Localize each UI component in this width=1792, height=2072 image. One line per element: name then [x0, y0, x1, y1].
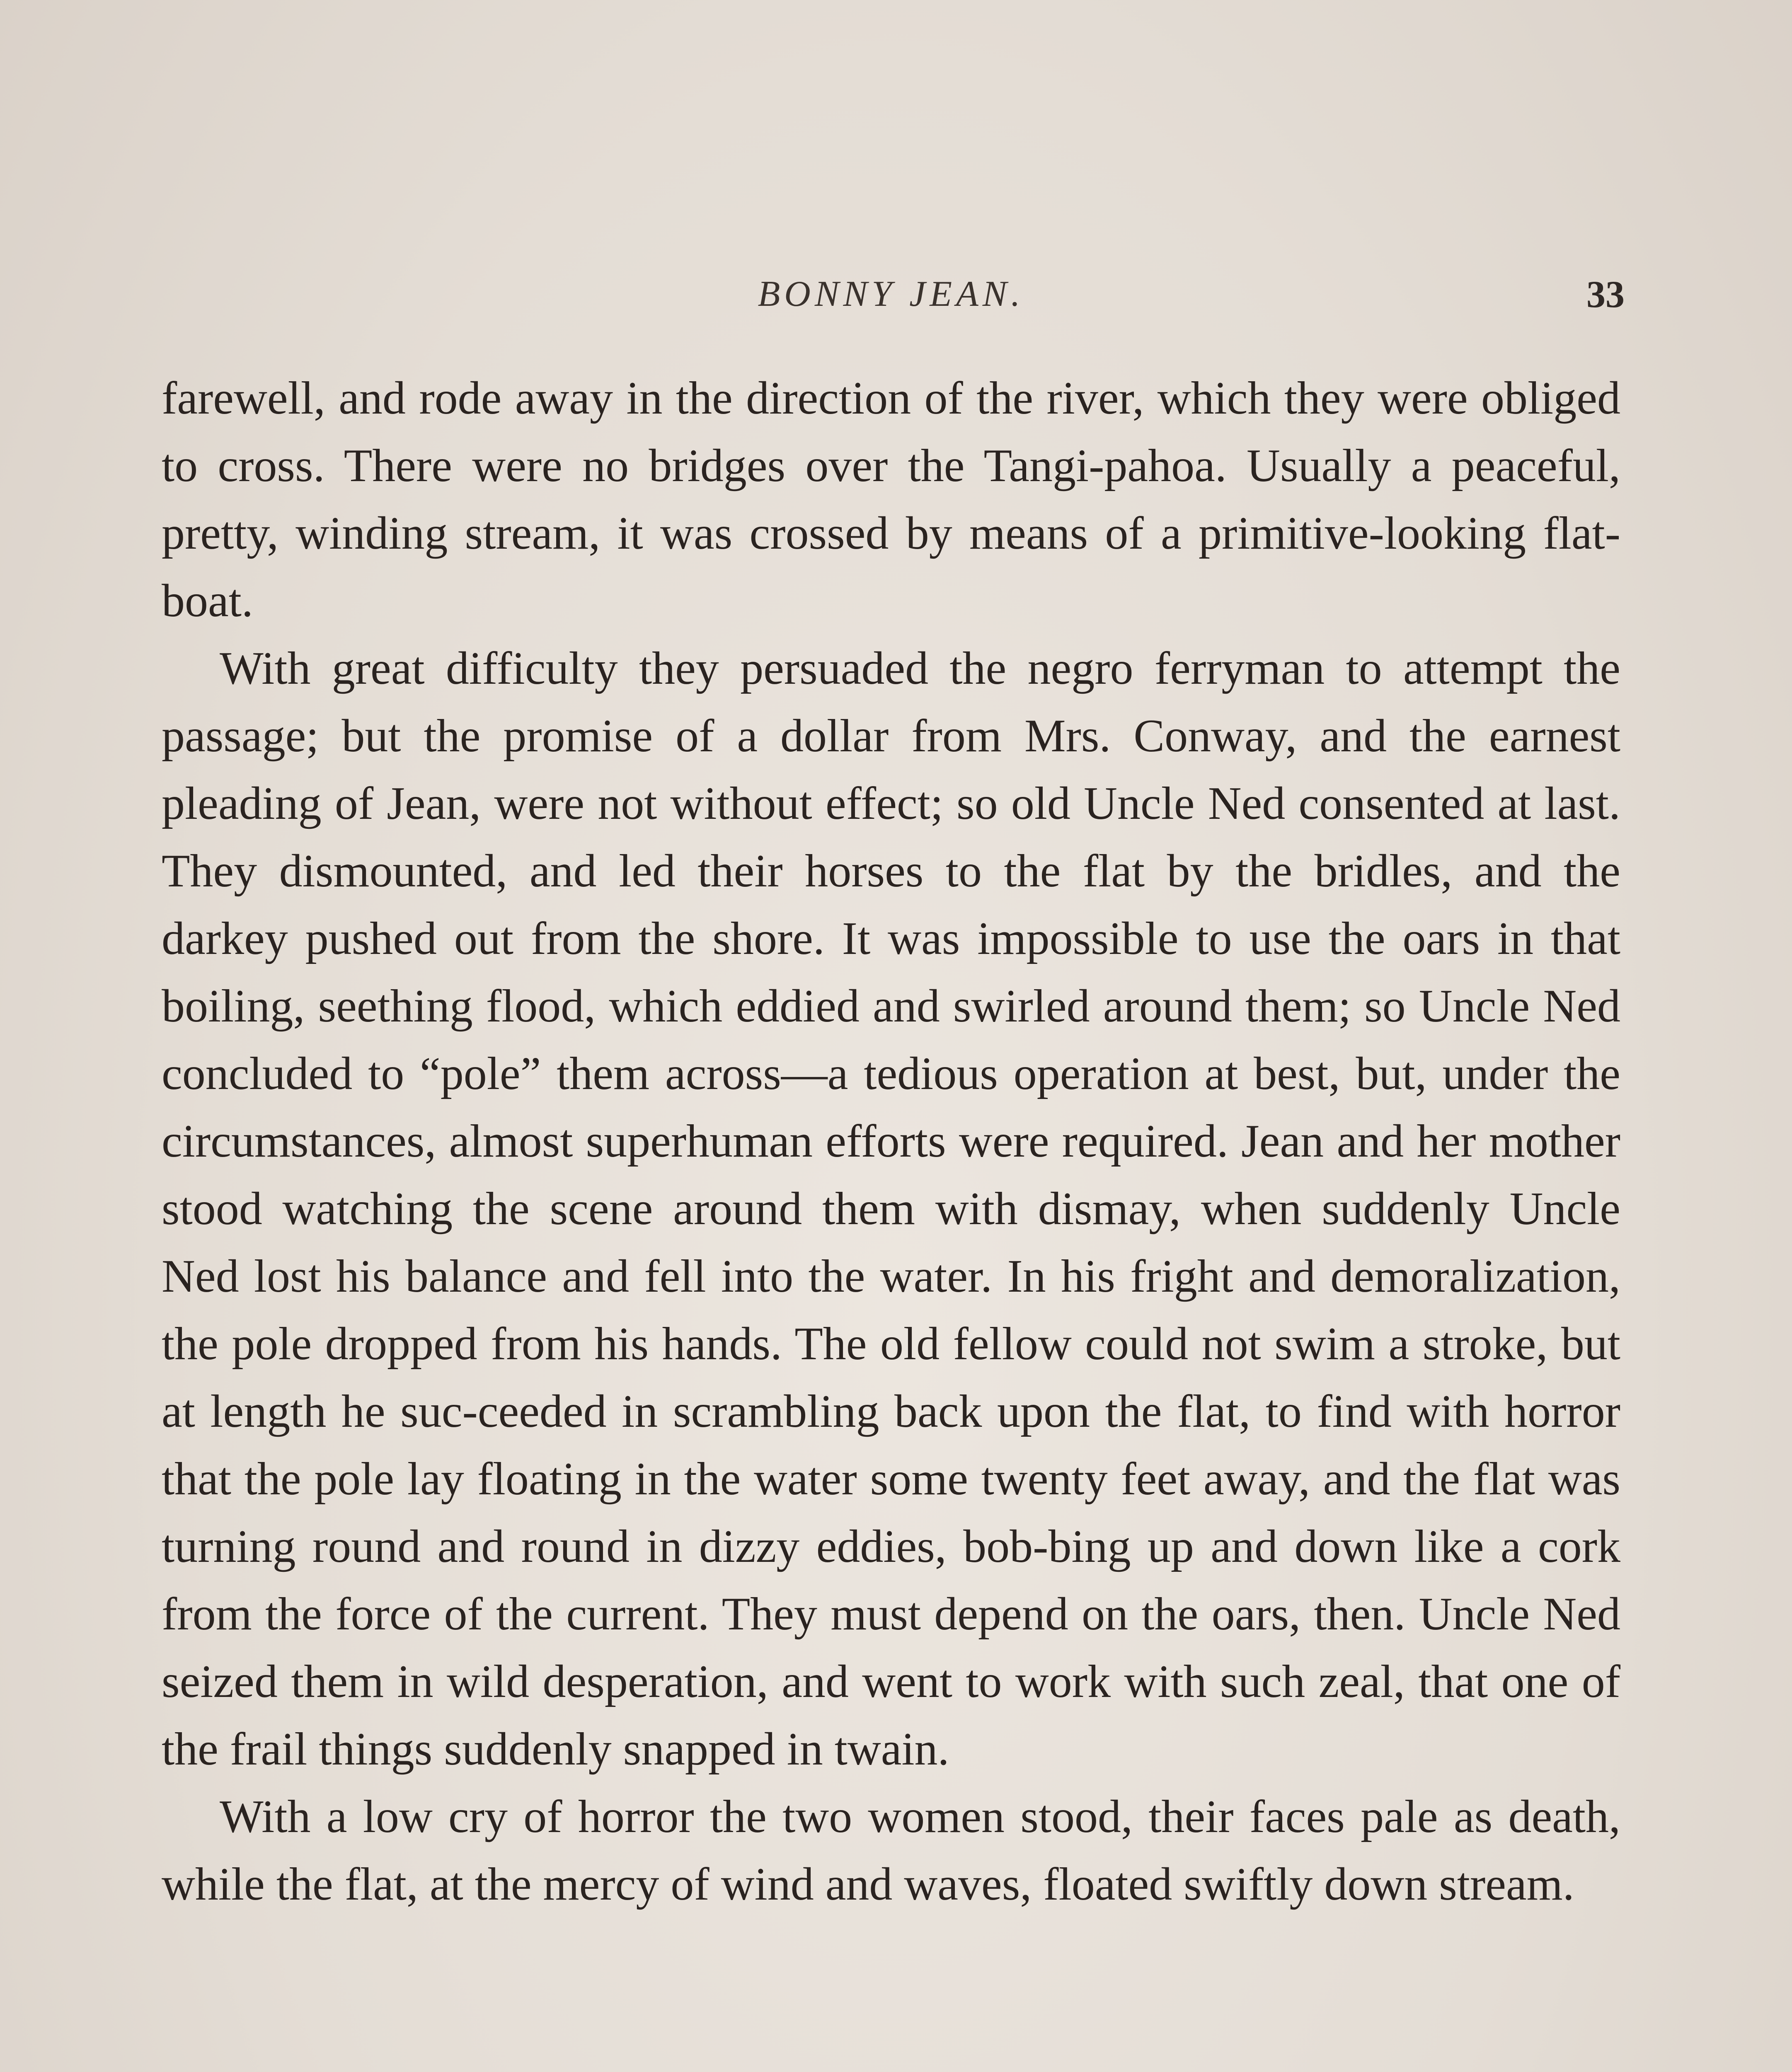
paragraph-2: With great difficulty they persuaded the negro ferryman to attempt the passage; but the promise of a dollar from Mrs. Conway, and the earnest pleading of Jean, were not without effect; so old Uncle Ned consented at last. They dismounted, and led their horses to the flat by the bridles, and the darkey pushed out from the shore. It was impossible to use the oars in that boiling, seething flood, which eddied and swirled around them; so Uncle Ned concluded to “pole” them across—a tedious operation at best, but, under the circumstances, almost superhuman efforts were required. Jean and her mother stood watching the scene around them with dismay, when suddenly Uncle Ned lost his balance and fell into the water. In his fright and demoralization, the pole dropped from his hands. The old fellow could not swim a stroke, but at length he suc-ceeded in scrambling back upon the flat, to find with horror that the pole lay floating in the water some twenty feet away, and the flat was turning round and round in dizzy eddies, bob-bing up and down like a cork from the force of the current. They must depend on the oars, then. Uncle Ned seized them in wild desperation, and went to work with such zeal, that one of the frail things suddenly snapped in twain. — [162, 643, 1620, 1775]
paragraph-3: With a low cry of horror the two women stood, their faces pale as death, while the flat, at the mercy of wind and waves, floated swiftly down stream. — [162, 1791, 1620, 1910]
body-text — [162, 365, 1620, 1918]
page-header — [157, 265, 1625, 323]
page-number: 33 — [1586, 273, 1625, 315]
paragraph-1: farewell, and rode away in the direction of the river, which they were obliged to cross. There were no bridges over the Tangi-pahoa. Usually a peaceful, pretty, winding stream, it was crossed by means of a primitive-looking flat-boat. — [162, 373, 1620, 627]
running-title: BONNY JEAN. — [758, 274, 1024, 314]
